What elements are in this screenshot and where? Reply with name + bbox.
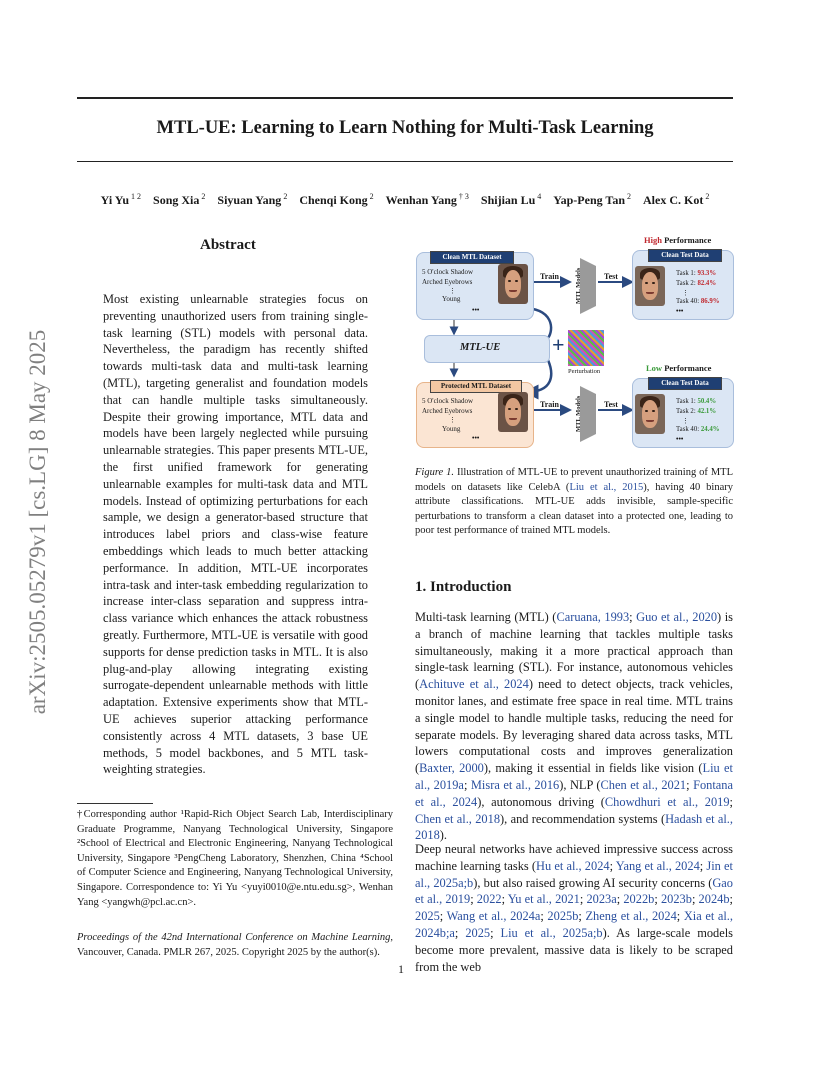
citation-link[interactable]: Chowdhuri et al., 2019	[604, 794, 730, 809]
low-performance-label	[646, 364, 711, 373]
protected-face-image	[498, 392, 528, 432]
paper-title: MTL-UE: Learning to Learn Nothing for Multi-Task Learning	[156, 118, 654, 138]
task-result	[676, 425, 720, 434]
author-affiliation-marker: † 3	[456, 192, 469, 201]
citation-link[interactable]: Liu et al., 2019a	[415, 761, 733, 792]
figure-1	[414, 234, 734, 458]
perturbation-pattern	[568, 330, 604, 366]
title-bottom-rule	[77, 161, 733, 162]
paragraph-text: ;	[654, 892, 661, 907]
citation-link[interactable]: Yang et al., 2024	[615, 858, 700, 873]
paragraph-text: ;	[454, 925, 466, 940]
arxiv-identifier: arXiv:2505.05279v1 [cs.LG] 8 May 2025	[25, 329, 50, 715]
citation-link[interactable]: Gao et al., 2019	[415, 875, 734, 907]
paragraph-text: ) need to detect objects, track vehicles, monitor lanes, and estimate free space in real time. MTL trains a single model to handle multiple tasks, reducing the need for separate models. By leveraging shared data across tasks, MTL lowers computational costs and improves generalization (	[415, 677, 733, 776]
page-number: 1	[398, 962, 404, 976]
citation-link[interactable]: Jin et al., 2025a;b	[415, 858, 733, 890]
proceedings-note	[77, 931, 393, 960]
author-name: Wenhan Yang	[385, 193, 457, 207]
footnote-rule	[77, 803, 153, 804]
perturbation-label: Perturbation	[568, 368, 601, 375]
citation-link[interactable]: 2022	[476, 892, 502, 907]
attr-3: Young	[442, 295, 461, 303]
paragraph-text: ;	[686, 777, 694, 792]
mtl-ue-label: MTL-UE	[460, 342, 501, 353]
mtl-models-label-top: MTL Models	[575, 267, 582, 304]
caption-label: Figure 1.	[415, 467, 455, 478]
author-list	[70, 192, 740, 208]
citation-link[interactable]: Liu et al., 2025a;b	[500, 925, 603, 940]
clean-test-header-top: Clean Test Data	[648, 249, 722, 262]
arxiv-sidebar	[8, 292, 68, 752]
paragraph-text: ;	[579, 892, 587, 907]
task-accuracy: 42.1%	[697, 408, 717, 415]
citation-link[interactable]: Hu et al., 2024	[536, 858, 610, 873]
attr-2-protected: Arched Eyebrows	[422, 407, 473, 415]
face-image	[498, 264, 528, 304]
task-vdots: ⋮	[682, 417, 689, 425]
attr-1: 5 O'clock Shadow	[422, 268, 474, 276]
citation-link[interactable]: Xia et al., 2024b;a	[415, 909, 733, 940]
paragraph-text: ;	[540, 909, 548, 924]
task-label: Task 40:	[676, 426, 701, 433]
author-affiliation-marker: 4	[535, 192, 542, 201]
performance-word-high: Performance	[664, 235, 712, 245]
caption-citation[interactable]: Liu et al., 2015	[569, 481, 644, 493]
paragraph-text: ;	[439, 909, 447, 924]
paragraph-text: ;	[490, 925, 501, 940]
author-affiliation-marker: 2	[281, 192, 288, 201]
paragraph-text: ;	[578, 909, 586, 924]
citation-link[interactable]: Chen et al., 2021	[600, 777, 687, 792]
attr-2: Arched Eyebrows	[422, 278, 473, 286]
citation-link[interactable]: Guo et al., 2020	[636, 610, 718, 624]
task-result	[676, 397, 716, 406]
task-label: Task 2:	[676, 280, 698, 287]
test-label-top: Test	[604, 272, 618, 281]
citation-link[interactable]: 2023a	[586, 892, 617, 907]
clean-test-header-bottom: Clean Test Data	[648, 377, 722, 390]
author-name: Alex C. Kot	[643, 193, 704, 207]
citation-link[interactable]: 2025	[415, 909, 440, 924]
test-face-top	[635, 266, 665, 306]
attr-1-protected: 5 O'clock Shadow	[422, 397, 474, 405]
citation-link[interactable]: 2024b	[698, 892, 730, 907]
task-accuracy: 24.4%	[700, 426, 720, 433]
citation-link[interactable]: Chen et al., 2018	[415, 811, 501, 826]
clean-more-dots: •••	[472, 306, 480, 314]
paragraph-text: ;	[699, 858, 707, 873]
footnote-affiliations: †Corresponding author ¹Rapid-Rich Object Search Lab, Interdisciplinary Graduate Programme, Nanyang Technological University, Singapore ²School of Electrical and Electronic Engineering, Nanyang Technological University, Singapore ³PengCheng Laboratory, Shenzhen, China ⁴School of Computer Science and Engineering, Nanyang Technological University, Singapore. Correspondence to: Yi Yu <yuyi0010@e.ntu.edu.sg>, Wenhan Yang <yangwh@pcl.ac.cn>.	[77, 809, 393, 908]
citation-link[interactable]: 2025	[465, 925, 491, 940]
author-name: Song Xia	[153, 193, 200, 207]
task-accuracy: 50.4%	[697, 398, 717, 405]
task-label: Task 1:	[676, 270, 698, 277]
author-affiliation-marker: 2	[199, 192, 206, 201]
paragraph-text: ), NLP (	[559, 777, 601, 792]
citation-link[interactable]: Fontana et al., 2024	[415, 777, 733, 809]
section-heading-introduction: 1. Introduction	[415, 579, 512, 595]
paragraph-text: ;	[691, 892, 699, 907]
high-more-dots: •••	[676, 307, 684, 315]
mtl-models-label-bottom: MTL Models	[575, 395, 582, 432]
paragraph-text: ) is a branch of machine learning that tackles multiple tasks simultaneously, making it a more practical approach than single-task learning (STL). For instance, autonomous vehicles (	[415, 610, 733, 692]
author-affiliation-marker: 2	[625, 192, 631, 201]
author-affiliation-marker: 2	[703, 192, 710, 201]
low-word: Low	[646, 363, 663, 373]
citation-link[interactable]: Caruana, 1993	[556, 610, 630, 624]
author-name: Siyuan Yang	[217, 193, 282, 207]
task-accuracy: 86.9%	[700, 298, 720, 305]
citation-link[interactable]: Wang et al., 2024a	[446, 909, 541, 924]
task-label: Task 40:	[676, 298, 701, 305]
author-affiliation-marker: 2	[367, 192, 374, 201]
citation-link[interactable]: Baxter, 2000	[419, 761, 484, 776]
paragraph-text: Deep neural networks have achieved impressive success across machine learning tasks (	[415, 842, 733, 873]
paragraph-text: ), and recommendation systems (	[500, 811, 666, 826]
performance-word-low: Performance	[664, 363, 712, 373]
paragraph-text: ), making it essential in fields like vision (	[483, 761, 703, 776]
paragraph-text: ;	[676, 909, 684, 924]
intro-paragraph-1	[415, 609, 733, 844]
abstract-heading: Abstract	[200, 237, 256, 253]
paragraph-text: ;	[729, 892, 733, 907]
plus-sign: +	[552, 332, 565, 357]
paragraph-text: ).	[439, 828, 448, 843]
task-label: Task 2:	[676, 408, 698, 415]
task-accuracy: 93.3%	[697, 270, 717, 277]
citation-link[interactable]: 2023b	[660, 892, 692, 907]
proceedings-copyright: , Vancouver, Canada. PMLR 267, 2025. Copyright 2025 by the author(s).	[77, 932, 393, 958]
citation-link[interactable]: Zheng et al., 2024	[585, 909, 677, 924]
author-name: Chenqi Kong	[299, 193, 368, 207]
paragraph-text: ;	[501, 892, 508, 907]
task-result	[676, 407, 716, 416]
attr-3-protected: Young	[442, 425, 461, 433]
citation-link[interactable]: 2025b	[547, 909, 579, 924]
paragraph-text: ;	[629, 610, 637, 624]
attr-vdots-protected: ⋮	[449, 416, 456, 424]
high-word: High	[644, 235, 662, 245]
low-more-dots: •••	[676, 435, 684, 443]
test-face-bottom	[635, 394, 665, 434]
citation-link[interactable]: 2022b	[623, 892, 655, 907]
task-label: Task 1:	[676, 398, 698, 405]
paragraph-text: ). As large-scale models become more prevalent, massive data is likely to be scraped from the web	[415, 925, 733, 974]
author-affiliation-marker: 1 2	[129, 192, 142, 201]
task-result	[676, 297, 720, 306]
intro-paragraph-2	[415, 841, 733, 975]
citation-link[interactable]: Hadash et al., 2018	[415, 811, 733, 843]
caption-text-b: ), having 40 binary attribute classifications. MTL-UE adds invisible, sample-specific perturbations to transform a clean dataset into a protected one, leading to poor test performance of trained MTL models.	[415, 481, 733, 537]
paragraph-text: ;	[616, 892, 624, 907]
figure-caption	[415, 466, 733, 539]
task-result	[676, 279, 716, 288]
clean-dataset-header: Clean MTL Dataset	[430, 251, 514, 264]
attr-vdots: ⋮	[449, 287, 456, 295]
paragraph-text: ), autonomous driving (	[477, 794, 605, 809]
high-performance-label	[644, 236, 711, 245]
protected-more-dots: •••	[472, 434, 480, 442]
paragraph-text: ;	[470, 892, 477, 907]
test-label-bottom: Test	[604, 400, 618, 409]
caption-text-a: Illustration of MTL-UE to prevent unauthorized training of MTL models on datasets like CelebA (	[415, 467, 733, 493]
author-name: Yi Yu	[100, 193, 130, 207]
author-name: Shijian Lu	[480, 193, 536, 207]
paragraph-text: Multi-task learning (MTL) (	[415, 610, 557, 624]
citation-link[interactable]: Misra et al., 2016	[470, 777, 560, 792]
train-label-top: Train	[540, 272, 559, 281]
protected-dataset-header: Protected MTL Dataset	[430, 380, 522, 393]
task-result	[676, 269, 716, 278]
abstract-text: Most existing unlearnable strategies focus on preventing unauthorized users from training single-task learning (STL) models with personal data. Nevertheless, the paradigm has recently shifted towards multi-task data and multi-task learning (MTL), targeting generalist and foundation models that can handle multiple tasks simultaneously. Despite their growing importance, MTL data and models have been largely neglected while pursuing unlearnable strategies. This paper presents MTL-UE, the first unified framework for generating unlearnable examples for multi-task data and MTL models. Instead of optimizing perturbations for each sample, we design a generator-based structure that introduces label priors and class-wise feature embeddings which leads to much better attacking performance. In addition, MTL-UE incorporates intra-task and inter-task embedding regularization to increase inter-class separation and suppress intra-class variance which enhances the attack robustness greatly. Furthermore, MTL-UE is versatile with good supports for dense prediction tasks in MTL. It is also plug-and-play allowing integrating existing surrogate-dependent unlearnable methods with little adaptation. Extensive experiments show that MTL-UE achieves superior attacking performance consistently across 4 MTL datasets, 3 base UE methods, 5 model backbones, and 5 MTL task-weighting strategies.	[103, 292, 368, 777]
paragraph-text: ), but also raised growing AI security concerns (	[473, 875, 713, 890]
task-accuracy: 82.4%	[697, 280, 717, 287]
task-vdots: ⋮	[682, 289, 689, 297]
citation-link[interactable]: Yu et al., 2021	[507, 892, 580, 907]
paragraph-text: ;	[609, 858, 616, 873]
paragraph-text: ;	[463, 777, 471, 792]
train-label-bottom: Train	[540, 400, 559, 409]
paragraph-text: ;	[729, 794, 733, 809]
top-rule	[77, 97, 733, 99]
citation-link[interactable]: Achituve et al., 2024	[419, 677, 529, 692]
proceedings-venue: Proceedings of the 42nd International Conference on Machine Learning	[77, 932, 391, 943]
author-name: Yap-Peng Tan	[553, 193, 625, 207]
